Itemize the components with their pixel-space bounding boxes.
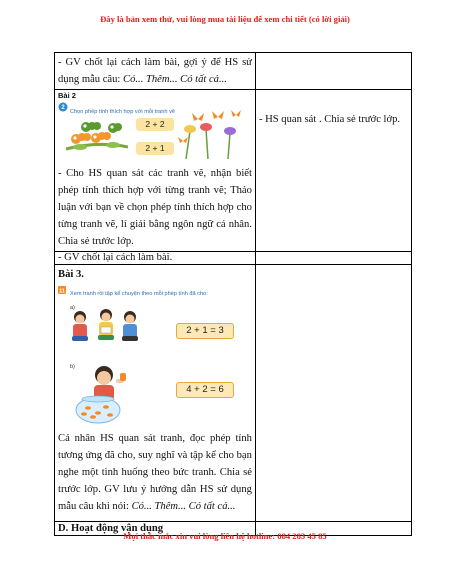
sentence-pattern: Có... Thêm... Có tất cả... <box>131 501 236 512</box>
teacher-instruction: Cá nhân HS quan sát tranh, đọc phép tính tương ứng đã cho, suy nghĩ và tập kể cho bạn nghe một tình huống theo bức tranh. Chia sẻ trước lớp. GV lưu ý hướng dẫn HS sử dụng mẫu câu khi nói: <box>58 433 252 512</box>
exercise-3-illustration <box>58 283 252 428</box>
section-heading: D. Hoạt động vận dụng <box>58 523 164 534</box>
picture-b-label: b) <box>70 364 75 370</box>
student-cell <box>255 53 411 90</box>
student-cell <box>255 265 411 522</box>
table-row <box>55 265 412 522</box>
exercise-2-illustration <box>58 101 252 163</box>
hotline-notice: Mọi thắc mắc xin vui lòng liên hệ hotline: 084 283 45 85 <box>123 531 327 541</box>
teacher-instruction: - Cho HS quan sát các tranh vẽ, nhận biết phép tính thích hợp với từng tranh vẽ; Thảo luận với bạn về chọn phép tính thích hợp cho từng tranh vẽ, lí giải bằng ngôn ngữ cá nhân. Chia sẻ trước lớp. <box>58 168 252 247</box>
preview-notice: Đây là bản xem thử, vui lòng mua tài liệu để xem chi tiết (có lời giải) <box>100 14 350 24</box>
exercise-heading: Bài 3. <box>58 269 84 280</box>
lesson-table <box>54 52 412 536</box>
task-number-badge: 11 <box>59 288 65 295</box>
teacher-cell <box>55 90 256 252</box>
teacher-cell <box>55 265 256 522</box>
sentence-pattern: Có... Thêm... Có tất cả... <box>123 74 227 85</box>
teacher-cell <box>55 252 256 265</box>
table-row <box>55 53 412 90</box>
teacher-instruction: - GV chốt lại cách làm bài, gợi ý để HS sử dụng mẫu câu: <box>58 57 252 85</box>
teacher-cell <box>55 53 256 90</box>
task-title: Chọn phép tính thích hợp với mỗi tranh vẽ <box>70 109 175 115</box>
equation-card-a: 2 + 1 = 3 <box>176 323 234 339</box>
teacher-instruction: - GV chốt lại cách làm bài. <box>58 252 173 263</box>
exercise-label: Bài 2 <box>58 91 76 100</box>
expression-card: 2 + 2 <box>136 118 174 131</box>
student-cell <box>255 90 411 252</box>
picture-a-label: a) <box>70 305 75 311</box>
storytelling-illustration <box>58 283 248 428</box>
task-title: Xem tranh rồi tập kể chuyện theo mỗi phép tính đã cho: <box>70 291 208 297</box>
teacher-instruction-text <box>58 430 252 515</box>
student-cell <box>255 252 411 265</box>
expression-card: 2 + 1 <box>136 142 174 155</box>
table-row <box>55 252 412 265</box>
task-number-badge: 2 <box>61 105 65 112</box>
student-activity: - HS quan sát . Chia sẻ trước lớp. <box>258 114 401 125</box>
equation-card-b: 4 + 2 = 6 <box>176 382 234 398</box>
table-row <box>55 90 412 252</box>
